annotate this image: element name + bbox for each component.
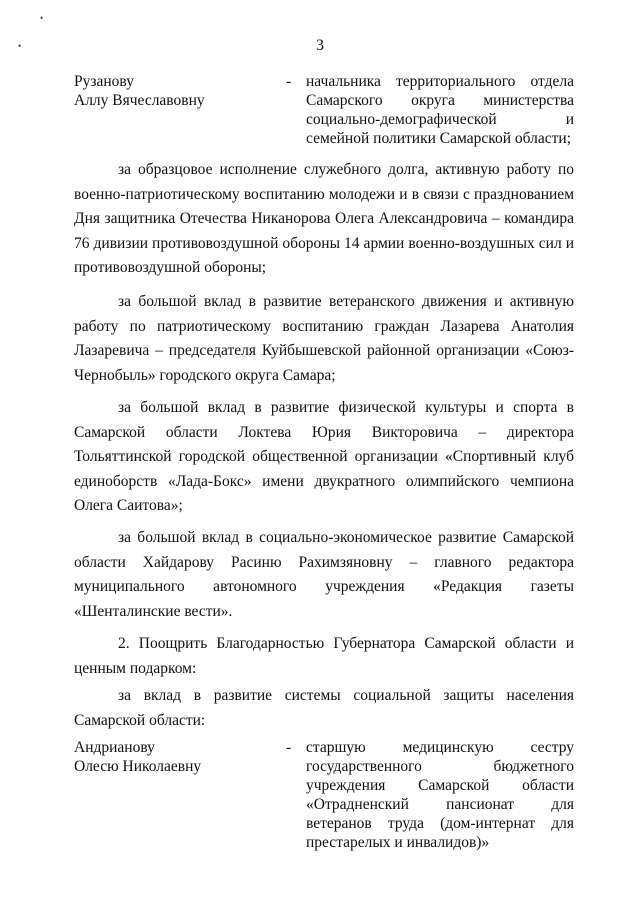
person-name: Андрианову Олесю Николаевну <box>74 739 202 775</box>
person-description: старшую медицинскую сестру государственного бюджетного учреждения Самарской области «Отрадненский пансионат для ветеранов труда (дом-интернат для престарелых и инвалидов)» <box>306 739 574 851</box>
entry-dash: - <box>286 73 292 90</box>
scan-speck: • <box>40 13 44 23</box>
scan-speck: • <box>18 41 22 51</box>
award-paragraph: за образцовое исполнение служебного долга, активную работу по военно-патриотическому воспитанию молодежи и в связи с празднованием Дня защитника Отечества Никанорова Олега Александровича – командира 76 дивизии противовоздушной обороны 14 армии военно-воздушных сил и противовоздушной обороны; <box>74 161 574 276</box>
award-paragraph: за большой вклад в развитие физической культуры и спорта в Самарской области Локтева Юрия Викторовича – директора Тольяттинской городской общественной организации «Спортивный клуб единоборств «Лада-Бокс» имени двукратного олимпийского чемпиона Олега Саитова»; <box>74 399 574 514</box>
person-description: начальника территориального отдела Самарского округа министерства социально-демографической и семейной политики Самарской области; <box>306 73 574 147</box>
award-paragraph: за вклад в развитие системы социальной защиты населения Самарской области: <box>74 687 574 729</box>
person-entry <box>74 738 574 852</box>
award-paragraph: за большой вклад в развитие ветеранского движения и активную работу по патриотическому воспитанию граждан Лазарева Анатолия Лазаревича – председателя Куйбышевской районной организации «Союз-Чернобыль» городского округа Самара; <box>74 293 574 384</box>
person-name: Рузанову Аллу Вячеславовну <box>74 73 205 109</box>
entry-dash: - <box>286 739 292 756</box>
award-paragraph: за большой вклад в социально-экономическое развитие Самарской области Хайдарову Расиню Рахимзяновну – главного редактора муниципального автономного учреждения «Редакция газеты «Шенталинские вести». <box>74 529 574 620</box>
section-paragraph: 2. Поощрить Благодарностью Губернатора Самарской области и ценным подарком: <box>74 635 574 677</box>
person-entry <box>74 72 574 148</box>
page-number: 3 <box>316 37 324 54</box>
